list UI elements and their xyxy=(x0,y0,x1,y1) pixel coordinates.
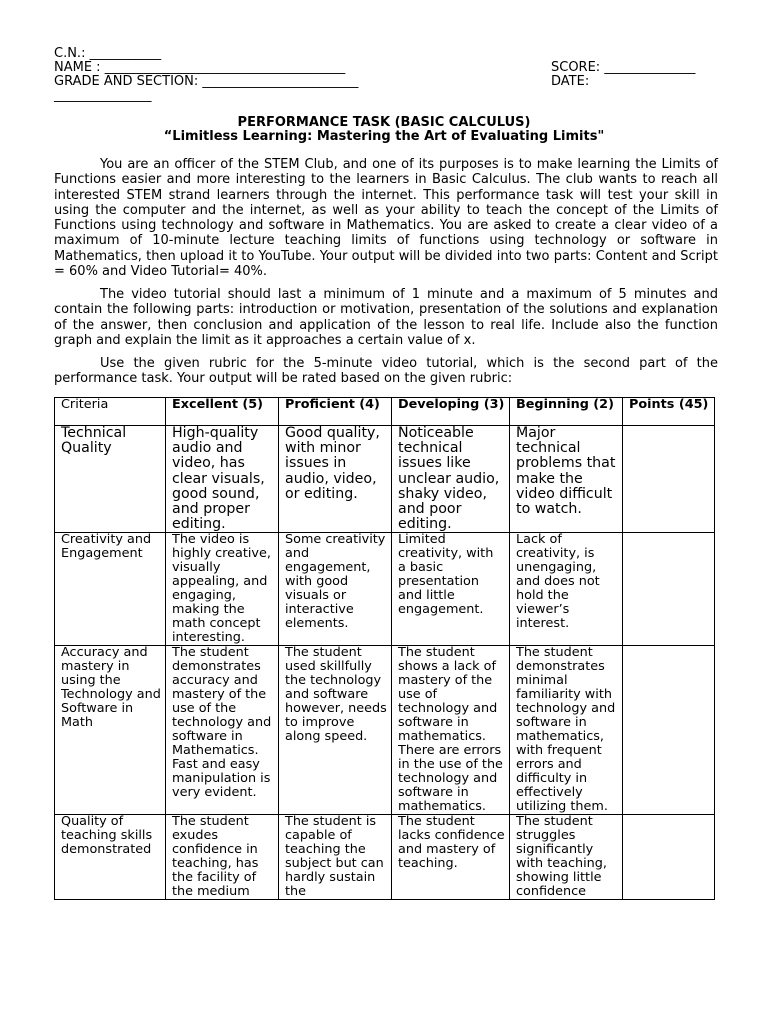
excellent-cell: The video is highly creative, visually appealing, and engaging, making the math concept interesting. xyxy=(166,533,279,646)
developing-cell: The student shows a lack of mastery of the use of technology and software in mathematics. There are errors in the use of the technology and software in mathematics. xyxy=(392,646,510,815)
beginning-cell: The student demonstrates minimal familiarity with technology and software in mathematics, with frequent errors and difficulty in effectively utilizing them. xyxy=(510,646,623,815)
rubric-table xyxy=(54,397,715,900)
beginning-cell: Lack of creativity, is unengaging, and does not hold the viewer’s interest. xyxy=(510,533,623,646)
rubric-row-creativity xyxy=(55,533,715,646)
developing-cell: Noticeable technical issues like unclear audio, shaky video, and poor editing. xyxy=(392,426,510,533)
cn-field: C.N.: ___________ xyxy=(54,46,162,61)
grade-section-field: GRADE AND SECTION: ________________________ xyxy=(54,74,359,89)
points-cell xyxy=(623,533,715,646)
criteria-cell: Technical Quality xyxy=(55,426,166,533)
points-cell xyxy=(623,815,715,900)
criteria-cell: Accuracy and mastery in using the Technology and Software in Math xyxy=(55,646,166,815)
name-field: NAME : _____________________________________ xyxy=(54,60,346,75)
proficient-cell: Good quality, with minor issues in audio, video, or editing. xyxy=(279,426,392,533)
header-beginning: Beginning (2) xyxy=(510,398,623,426)
task-title: PERFORMANCE TASK (BASIC CALCULUS) xyxy=(237,115,531,130)
beginning-cell: The student struggles significantly with teaching, showing little confidence xyxy=(510,815,623,900)
header-developing: Developing (3) xyxy=(392,398,510,426)
rubric-header-row xyxy=(55,398,715,426)
header-criteria: Criteria xyxy=(55,398,166,426)
paragraph-rubric-intro: Use the given rubric for the 5-minute video tutorial, which is the second part of the performance task. Your output will be rated based on the given rubric: xyxy=(54,356,718,387)
header-excellent: Excellent (5) xyxy=(166,398,279,426)
header-points: Points (45) xyxy=(623,398,715,426)
criteria-cell: Quality of teaching skills demonstrated xyxy=(55,815,166,900)
developing-cell: Limited creativity, with a basic presentation and little engagement. xyxy=(392,533,510,646)
points-cell xyxy=(623,646,715,815)
date-field: DATE: xyxy=(551,74,590,89)
rubric-row-technical-quality xyxy=(55,426,715,533)
excellent-cell: High-quality audio and video, has clear visuals, good sound, and proper editing. xyxy=(166,426,279,533)
paragraph-video-requirements: The video tutorial should last a minimum of 1 minute and a maximum of 5 minutes and contain the following parts: introduction or motivation, presentation of the solutions and explanation of the answer, then conclusion and application of the lesson to real life. Include also the function graph and explain the limit as it approaches a certain value of x. xyxy=(54,287,718,348)
criteria-cell: Creativity and Engagement xyxy=(55,533,166,646)
grade-section-field-continued: _______________ xyxy=(54,88,152,103)
proficient-cell: The student used skillfully the technology and software however, needs to improve along speed. xyxy=(279,646,392,815)
proficient-cell: The student is capable of teaching the subject but can hardly sustain the xyxy=(279,815,392,900)
task-subtitle: “Limitless Learning: Mastering the Art of Evaluating Limits" xyxy=(163,129,605,144)
excellent-cell: The student exudes confidence in teaching, has the facility of the medium xyxy=(166,815,279,900)
proficient-cell: Some creativity and engagement, with good visuals or interactive elements. xyxy=(279,533,392,646)
paragraph-task-description: You are an officer of the STEM Club, and one of its purposes is to make learning the Limits of Functions easier and more interesting to the learners in Basic Calculus. The club wants to reach all interested STEM strand learners through the internet. This performance task will test your skill in using the computer and the internet, as well as your ability to teach the concept of the Limits of Functions using technology and software in Mathematics. You are asked to create a clear video of a maximum of 10-minute lecture teaching limits of functions using technology or software in Mathematics, then upload it to YouTube. Your output will be divided into two parts: Content and Script = 60% and Video Tutorial= 40%. xyxy=(54,157,718,280)
developing-cell: The student lacks confidence and mastery of teaching. xyxy=(392,815,510,900)
rubric-row-accuracy-mastery xyxy=(55,646,715,815)
beginning-cell: Major technical problems that make the video difficult to watch. xyxy=(510,426,623,533)
header-proficient: Proficient (4) xyxy=(279,398,392,426)
score-field: SCORE: ______________ xyxy=(551,60,696,75)
excellent-cell: The student demonstrates accuracy and mastery of the use of the technology and software in Mathematics. Fast and easy manipulation is very evident. xyxy=(166,646,279,815)
rubric-row-teaching-skills xyxy=(55,815,715,900)
points-cell xyxy=(623,426,715,533)
